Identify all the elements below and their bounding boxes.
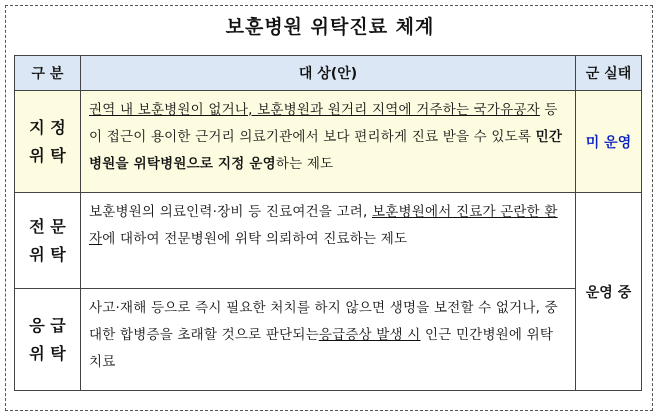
header-target: 대 상(안) [81, 56, 576, 91]
page-title: 보훈병원 위탁진료 체계 [225, 16, 435, 38]
row-label-designated: 지 정 위 탁 [15, 91, 81, 193]
table-row-specialized [15, 193, 642, 289]
table-header-row [15, 56, 642, 91]
row-desc-specialized: 보훈병원의 의료인력·장비 등 진료여건을 고려, 보훈병원에서 진료가 곤란한 환자에 대하여 전문병원에 위탁 의뢰하여 진료하는 제도 [81, 193, 576, 289]
row-desc-designated: 권역 내 보훈병원이 없거나, 보훈병원과 원거리 지역에 거주하는 국가유공자 등이 접근이 용이한 근거리 의료기관에서 보다 편리하게 진료 받을 수 있도록 민간병원을 위탁병원으로 지정 운영하는 제도 [81, 91, 576, 193]
header-status: 군 실태 [576, 56, 642, 91]
table-row-designated [15, 91, 642, 193]
row-label-specialized: 전 문 위 탁 [15, 193, 81, 289]
table-row-emergency [15, 289, 642, 391]
header-category: 구 분 [15, 56, 81, 91]
row-desc-emergency: 사고·재해 등으로 즉시 필요한 처치를 하지 않으면 생명을 보전할 수 없거나, 중대한 합병증을 초래할 것으로 판단되는응급증상 발생 시 인근 민간병원에 위탁 치료 [81, 289, 576, 391]
row-label-emergency: 응 급 위 탁 [15, 289, 81, 391]
status-not-operating: 미 운영 [576, 91, 642, 193]
consignment-table [14, 55, 642, 391]
status-operating: 운영 중 [576, 193, 642, 391]
